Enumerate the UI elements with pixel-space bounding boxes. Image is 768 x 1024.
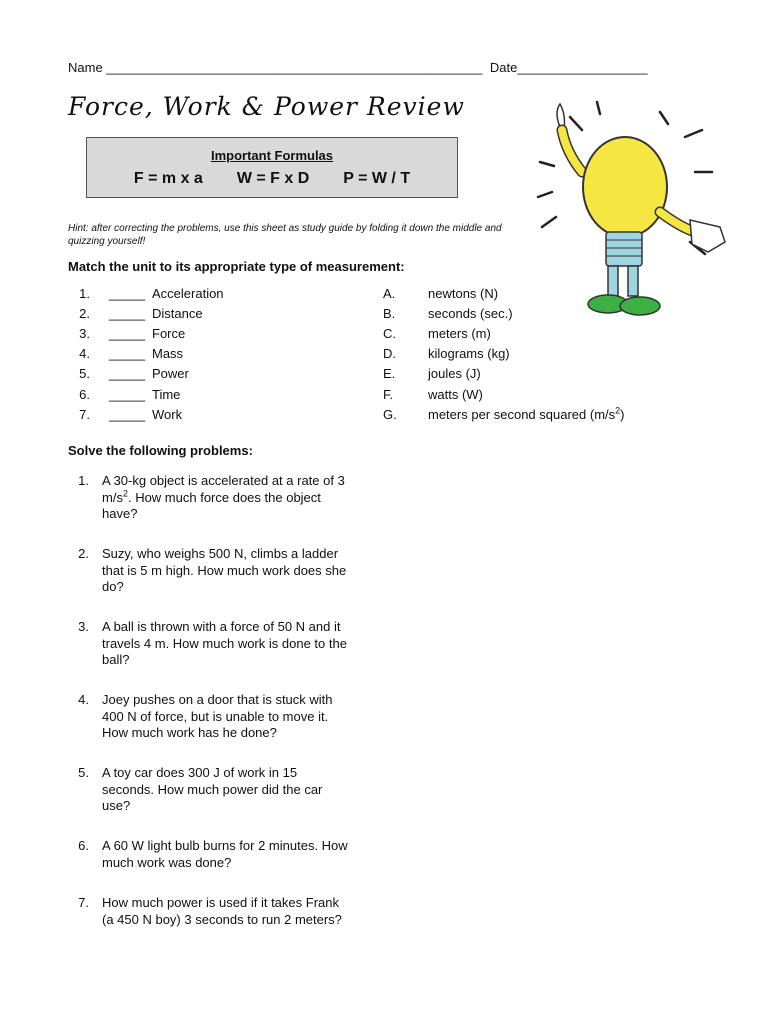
answer-blank[interactable]: _____ bbox=[109, 366, 146, 382]
page-title: Force, Work & Power Review bbox=[68, 92, 465, 121]
problem-text: A ball is thrown with a force of 50 N and it travels 4 m. How much work is done to the ball? bbox=[102, 619, 347, 667]
term-label: Force bbox=[152, 325, 186, 341]
term-label: Mass bbox=[152, 346, 184, 362]
problem-text: How much power is used if it takes Frank (a 450 N boy) 3 seconds to run 2 meters? bbox=[102, 895, 342, 927]
matching-term-row bbox=[62, 344, 362, 364]
problem-item bbox=[68, 838, 388, 871]
problem-number: 5. bbox=[78, 765, 89, 780]
matching-unit-row bbox=[383, 364, 683, 384]
problem-number: 6. bbox=[78, 838, 89, 853]
unit-label: meters per second squared $(m/s^2)$ bbox=[428, 405, 625, 422]
matching-unit-row bbox=[383, 384, 683, 404]
formula-box bbox=[86, 137, 458, 198]
answer-blank[interactable]: _____ bbox=[109, 285, 146, 301]
unit-label: kilograms (kg) bbox=[428, 346, 510, 362]
matching-term-row bbox=[62, 303, 362, 323]
problem-text: Joey pushes on a door that is stuck with 400 N of force, but is unable to move it. How much work has he done? bbox=[102, 692, 333, 740]
problems-title: Solve the following problems: bbox=[68, 443, 253, 458]
problem-item bbox=[68, 546, 388, 596]
formula-power: P = W / T bbox=[343, 170, 411, 187]
problem-number: 3. bbox=[78, 619, 89, 634]
name-field-label[interactable]: Name ____________________________________________________ bbox=[68, 60, 483, 75]
problem-item bbox=[68, 473, 388, 523]
bulb-base bbox=[606, 232, 642, 266]
problem-text: A toy car does 300 J of work in 15 seconds. How much power did the car use? bbox=[102, 765, 323, 813]
unit-label: newtons (N) bbox=[428, 285, 499, 301]
problem-number: 7. bbox=[78, 895, 89, 910]
problem-text: A 60 W light bulb burns for 2 minutes. How much work was done? bbox=[102, 838, 348, 870]
term-number: 3. bbox=[79, 325, 90, 341]
unit-label: seconds (sec.) bbox=[428, 305, 513, 321]
unit-label: joules (J) bbox=[428, 366, 481, 382]
term-number: 1. bbox=[79, 285, 90, 301]
matching-term-row bbox=[62, 323, 362, 343]
problem-item bbox=[68, 895, 388, 928]
matching-title: Match the unit to its appropriate type of measurement: bbox=[68, 259, 405, 274]
term-label: Time bbox=[152, 386, 181, 402]
term-number: 2. bbox=[79, 305, 90, 321]
formula-row bbox=[87, 170, 457, 188]
bulb-head bbox=[583, 137, 667, 237]
answer-blank[interactable]: _____ bbox=[109, 325, 146, 341]
term-label: Power bbox=[152, 366, 189, 382]
term-number: 6. bbox=[79, 386, 90, 402]
term-label: Distance bbox=[152, 305, 203, 321]
formula-heading: Important Formulas bbox=[210, 148, 334, 163]
unit-letter: G. bbox=[383, 406, 397, 422]
formula-work: W = F x D bbox=[236, 170, 310, 187]
hint-text: Hint: after correcting the problems, use this sheet as study guide by folding it down the middle and quizzing yourself! bbox=[68, 223, 502, 247]
term-number: 7. bbox=[79, 406, 90, 422]
matching-terms-list bbox=[62, 283, 362, 424]
unit-label: watts (W) bbox=[428, 386, 483, 402]
answer-blank[interactable]: _____ bbox=[109, 346, 146, 362]
problem-text: A 30-kg object is accelerated at a rate of 3 $m/s^2$. How much force does the object have? bbox=[102, 473, 345, 521]
term-number: 4. bbox=[79, 346, 90, 362]
problem-item bbox=[68, 765, 388, 815]
problem-item bbox=[68, 692, 388, 742]
matching-unit-row bbox=[383, 344, 683, 364]
matching-term-row bbox=[62, 404, 362, 424]
problem-number: 2. bbox=[78, 546, 89, 561]
matching-term-row bbox=[62, 384, 362, 404]
answer-blank[interactable]: _____ bbox=[109, 386, 146, 402]
right-shoe bbox=[620, 297, 660, 315]
unit-letter: B. bbox=[383, 305, 396, 321]
term-label: Acceleration bbox=[152, 285, 224, 301]
formula-force: F = m x a bbox=[133, 170, 203, 187]
answer-blank[interactable]: _____ bbox=[109, 305, 146, 321]
problem-number: 4. bbox=[78, 692, 89, 707]
term-number: 5. bbox=[79, 366, 90, 382]
unit-letter: F. bbox=[383, 386, 394, 402]
problem-text: Suzy, who weighs 500 N, climbs a ladder that is 5 m high. How much work does she do? bbox=[102, 546, 347, 594]
problem-number: 1. bbox=[78, 473, 89, 488]
unit-letter: D. bbox=[383, 346, 396, 362]
date-field-label[interactable]: Date__________________ bbox=[489, 60, 648, 75]
unit-letter: A. bbox=[383, 285, 396, 301]
lightbulb-cartoon bbox=[530, 92, 735, 327]
matching-term-row bbox=[62, 364, 362, 384]
answer-blank[interactable]: _____ bbox=[109, 406, 146, 422]
unit-letter: E. bbox=[383, 366, 396, 382]
term-label: Work bbox=[152, 406, 183, 422]
problem-item bbox=[68, 619, 388, 669]
unit-letter: C. bbox=[383, 325, 396, 341]
name-date-line bbox=[68, 60, 708, 75]
matching-unit-row bbox=[383, 404, 683, 424]
matching-term-row bbox=[62, 283, 362, 303]
unit-label: meters (m) bbox=[428, 325, 491, 341]
